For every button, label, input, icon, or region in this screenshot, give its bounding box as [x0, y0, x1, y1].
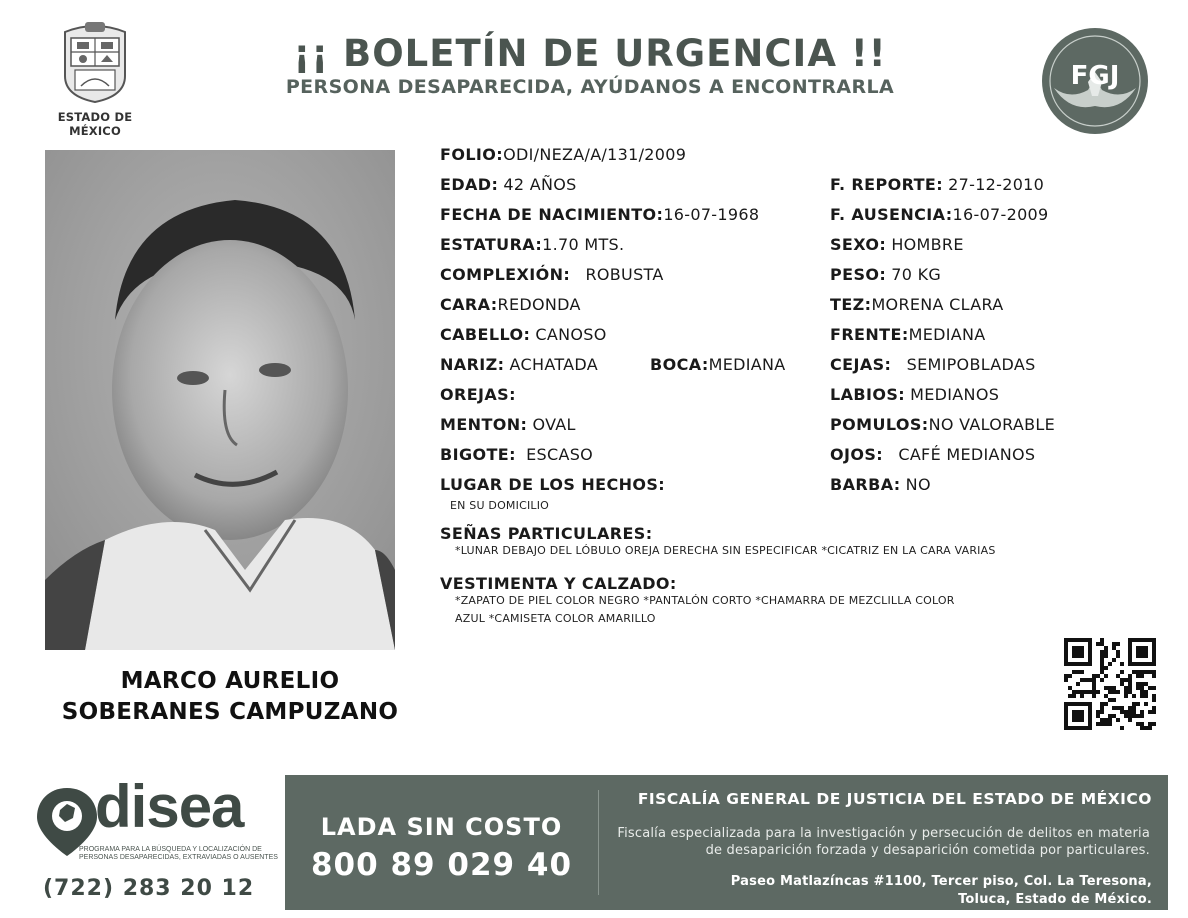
- field-label: PESO:: [830, 265, 887, 284]
- vestimenta-line1: *ZAPATO DE PIEL COLOR NEGRO *PANTALÓN CORTO *CHAMARRA DE MEZCLILLA COLOR: [455, 594, 955, 607]
- field-label: BOCA:: [650, 355, 709, 374]
- field-value: 70 KG: [891, 265, 942, 284]
- field-value: 1.70 MTS.: [542, 235, 625, 254]
- field-value: REDONDA: [497, 295, 581, 314]
- field-label: FRENTE:: [830, 325, 909, 344]
- field-value: ODI/NEZA/A/131/2009: [503, 145, 687, 164]
- senas-label: SEÑAS PARTICULARES:: [440, 524, 653, 543]
- field-sexo: [830, 235, 964, 254]
- vestimenta-line2: AZUL *CAMISETA COLOR AMARILLO: [455, 612, 656, 625]
- person-photo: [45, 150, 395, 650]
- fiscalia-description: Fiscalía especializada para la investigación y persecución de delitos en materia de desaparición forzada y desaparición cometida por particulares.: [617, 826, 1150, 858]
- field-cejas: [830, 355, 1036, 374]
- field-peso: [830, 265, 941, 284]
- field-value: CANOSO: [535, 325, 607, 344]
- fgj-logo: [1040, 26, 1150, 136]
- field-pomulos: [830, 415, 1055, 434]
- address-line1: Paseo Matlazíncas #1100, Tercer piso, Col. La Teresona,: [730, 874, 1152, 889]
- fgj-logo-text: FGJ: [1070, 61, 1120, 91]
- field-label: OJOS:: [830, 445, 884, 464]
- field-value: NO VALORABLE: [928, 415, 1056, 434]
- field-ojos: [830, 445, 1035, 464]
- footer-divider: [598, 790, 599, 895]
- odisea-description: PROGRAMA PARA LA BÚSQUEDA Y LOCALIZACIÓN DE PERSONAS DESAPARECIDAS, EXTRAVIADAS O AUSENTES: [79, 846, 278, 861]
- field-value: 16-07-1968: [663, 205, 760, 224]
- field-value: ACHATADA: [509, 355, 598, 374]
- field-label: POMULOS:: [830, 415, 929, 434]
- field-value: ROBUSTA: [585, 265, 664, 284]
- field-orejas: [440, 385, 516, 404]
- odisea-logo: [35, 773, 278, 906]
- field-barba: [830, 475, 931, 494]
- field-label: OREJAS:: [440, 385, 516, 404]
- field-label: CARA:: [440, 295, 498, 314]
- field-edad: [440, 175, 577, 194]
- field-cabello: [440, 325, 607, 344]
- field-label: EDAD:: [440, 175, 499, 194]
- state-caption: ESTADO DE MÉXICO: [57, 110, 133, 138]
- person-name: [40, 666, 420, 728]
- fiscalia-title: FISCALÍA GENERAL DE JUSTICIA DEL ESTADO DE MÉXICO: [637, 790, 1152, 808]
- field-complexion: [440, 265, 664, 284]
- field-label: CABELLO:: [440, 325, 531, 344]
- field-nariz: [440, 355, 598, 374]
- field-bigote: [440, 445, 593, 464]
- field-label: F. AUSENCIA:: [830, 205, 953, 224]
- fiscalia-address: [632, 873, 1152, 909]
- field-labios: [830, 385, 999, 404]
- field-label: MENTON:: [440, 415, 528, 434]
- field-lugar-hechos: [440, 475, 665, 494]
- qr-code[interactable]: [1064, 638, 1156, 730]
- field-fecha-nacimiento: [440, 205, 759, 224]
- odisea-phone[interactable]: (722) 283 20 12: [43, 876, 255, 901]
- person-name-line1: MARCO AURELIO: [120, 668, 340, 694]
- field-value: MEDIANA: [908, 325, 986, 344]
- field-label: BIGOTE:: [440, 445, 516, 464]
- bulletin-title: ¡¡ BOLETÍN DE URGENCIA !!: [293, 32, 887, 75]
- estado-de-mexico-seal: [30, 18, 160, 138]
- odisea-wordmark: disea: [95, 773, 244, 840]
- field-label: COMPLEXIÓN:: [440, 265, 571, 284]
- field-label: CEJAS:: [830, 355, 892, 374]
- field-label: LUGAR DE LOS HECHOS:: [440, 475, 666, 494]
- field-label: SEXO:: [830, 235, 887, 254]
- field-label: NARIZ:: [440, 355, 505, 374]
- address-line2: Toluca, Estado de México.: [958, 892, 1152, 907]
- vestimenta-label: VESTIMENTA Y CALZADO:: [440, 574, 677, 593]
- field-value: SEMIPOBLADAS: [906, 355, 1036, 374]
- field-value: MEDIANA: [708, 355, 786, 374]
- bulletin-subtitle: PERSONA DESAPARECIDA, AYÚDANOS A ENCONTRARLA: [285, 76, 895, 98]
- field-value: MORENA CLARA: [871, 295, 1004, 314]
- field-cara: [440, 295, 581, 314]
- field-value: CAFÉ MEDIANOS: [898, 445, 1036, 464]
- footer-bar: [285, 775, 1168, 910]
- field-label: F. REPORTE:: [830, 175, 944, 194]
- field-value: NO: [905, 475, 931, 494]
- lada-label: LADA SIN COSTO: [320, 813, 563, 841]
- field-value: 27-12-2010: [948, 175, 1045, 194]
- senas-value: *LUNAR DEBAJO DEL LÓBULO OREJA DERECHA SIN ESPECIFICAR *CICATRIZ EN LA CARA VARIAS: [455, 544, 996, 557]
- field-boca: [650, 355, 786, 374]
- field-value: 42 AÑOS: [503, 175, 577, 194]
- field-label: TEZ:: [830, 295, 872, 314]
- field-value: 16-07-2009: [952, 205, 1049, 224]
- field-folio: [440, 145, 686, 164]
- field-value: HOMBRE: [891, 235, 964, 254]
- lugar-hechos-value: EN SU DOMICILIO: [450, 499, 550, 512]
- field-label: LABIOS:: [830, 385, 906, 404]
- person-name-line2: SOBERANES CAMPUZANO: [61, 699, 399, 725]
- field-label: FECHA DE NACIMIENTO:: [440, 205, 664, 224]
- field-menton: [440, 415, 576, 434]
- field-label: ESTATURA:: [440, 235, 543, 254]
- field-value: OVAL: [532, 415, 576, 434]
- field-f-ausencia: [830, 205, 1049, 224]
- field-value: MEDIANOS: [910, 385, 1000, 404]
- field-frente: [830, 325, 986, 344]
- lada-number[interactable]: 800 89 029 40: [310, 847, 573, 883]
- field-tez: [830, 295, 1004, 314]
- field-label: FOLIO:: [440, 145, 504, 164]
- field-f-reporte: [830, 175, 1044, 194]
- field-estatura: [440, 235, 624, 254]
- field-label: BARBA:: [830, 475, 901, 494]
- coat-of-arms-icon: [55, 18, 135, 104]
- field-value: ESCASO: [526, 445, 594, 464]
